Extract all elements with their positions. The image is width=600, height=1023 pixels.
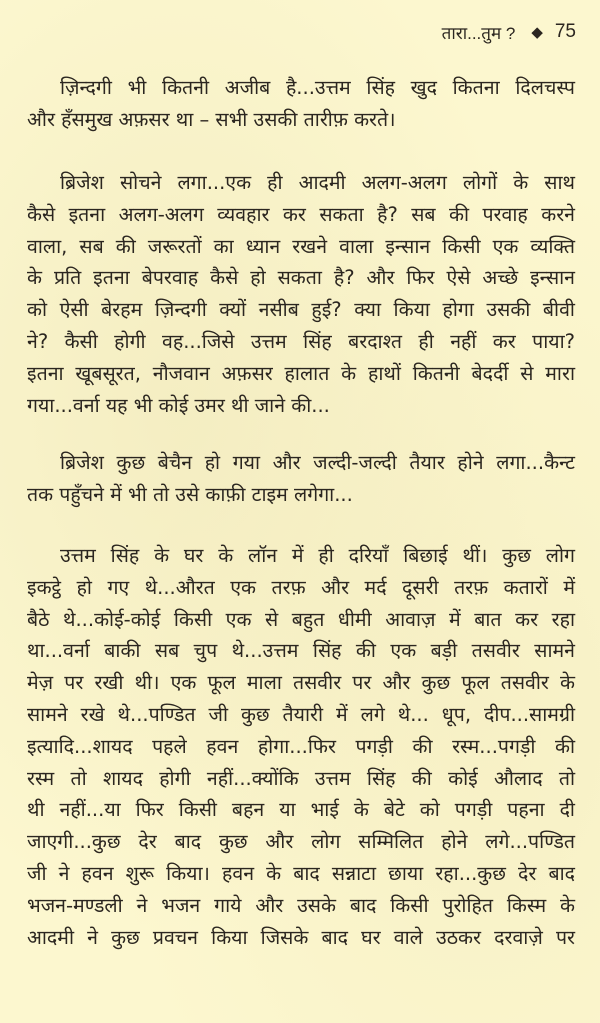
text-line: था...वर्ना बाकी सब चुप थे...उत्तम सिंह की एक बड़ी तसवीर सामने xyxy=(27,639,575,663)
text-line: जी ने हवन शुरू किया। हवन के बाद सन्नाटा छाया रहा...कुछ देर बाद xyxy=(27,861,575,885)
text-line: सामने रखे थे...पण्डित जी कुछ तैयारी में लगे थे... धूप, दीप...सामग्री xyxy=(27,702,575,726)
text-line: आदमी ने कुछ प्रवचन किया जिसके बाद घर वाले उठकर दरवाज़े पर xyxy=(27,925,575,949)
text-line: ज़िन्दगी भी कितनी अजीब है...उत्तम सिंह खुद कितना दिलचस्प xyxy=(60,76,575,99)
text-line: थी नहीं...या फिर किसी बहन या भाई के बेटे को पगड़ी पहना दी xyxy=(27,798,575,822)
text-line: को ऐसी बेरहम ज़िन्दगी क्यों नसीब हुई? क्या किया होगा उसकी बीवी xyxy=(27,298,575,322)
text-line: के प्रति इतना बेपरवाह कैसे हो सकता है? और फिर ऐसे अच्छे इन्सान xyxy=(27,266,575,290)
text-line: वाला, सब की जरूरतों का ध्यान रखने वाला इन्सान किसी एक व्यक्ति xyxy=(27,234,575,258)
text-line: इत्यादि...शायद पहले हवन होगा...फिर पगड़ी की रस्म...पगड़ी की xyxy=(27,734,575,758)
paragraph-4 xyxy=(27,540,575,953)
text-line: ब्रिजेश सोचने लगा...एक ही आदमी अलग-अलग लोगों के साथ xyxy=(60,171,575,194)
paragraph-3 xyxy=(27,447,575,511)
text-line: इकट्ठे हो गए थे...औरत एक तरफ़ और मर्द दूसरी तरफ़ कतारों में xyxy=(27,575,575,599)
text-line: ने? कैसी होगी वह...जिसे उत्तम सिंह बरदाश्त ही नहीं कर पाया? xyxy=(27,329,575,353)
text-line: रस्म तो शायद होगी नहीं...क्योंकि उत्तम सिंह की कोई औलाद तो xyxy=(27,766,575,790)
text-line: गया...वर्ना यह भी कोई उमर थी जाने की... xyxy=(27,393,330,417)
text-line: और हँसमुख अफ़सर था – सभी उसकी तारीफ़ करते। xyxy=(27,107,396,131)
text-line: इतना खूबसूरत, नौजवान अफ़सर हालात के हाथों कितनी बेदर्दी से मारा xyxy=(27,361,575,385)
text-line: तक पहुँचने में भी तो उसे काफ़ी टाइम लगेगा... xyxy=(27,482,353,506)
text-line: बैठे थे...कोई-कोई किसी एक से बहुत धीमी आवाज़ में बात कर रहा xyxy=(27,607,575,631)
text-line: कैसे इतना अलग-अलग व्यवहार कर सकता है? सब की परवाह करने xyxy=(27,202,575,226)
text-line: उत्तम सिंह के घर के लॉन में ही दरियाँ बिछाई थीं। कुछ लोग xyxy=(60,544,575,567)
text-line: भजन-मण्डली ने भजन गाये और उसके बाद किसी पुरोहित किस्म के xyxy=(27,893,575,917)
text-line: मेज़ पर रखी थी। एक फूल माला तसवीर पर और कुछ फूल तसवीर के xyxy=(27,671,575,695)
running-header xyxy=(442,18,576,46)
page-number: 75 xyxy=(554,21,576,42)
text-line: ब्रिजेश कुछ बेचैन हो गया और जल्दी-जल्दी तैयार होने लगा...कैन्ट xyxy=(60,451,575,474)
paragraph-2 xyxy=(27,167,575,421)
text-line: जाएगी...कुछ देर बाद कुछ और लोग सम्मिलित होने लगे...पण्डित xyxy=(27,830,575,854)
diamond-icon: ◆ xyxy=(531,24,543,41)
paragraph-1 xyxy=(27,72,575,136)
running-title: तारा...तुम ? xyxy=(441,23,516,43)
